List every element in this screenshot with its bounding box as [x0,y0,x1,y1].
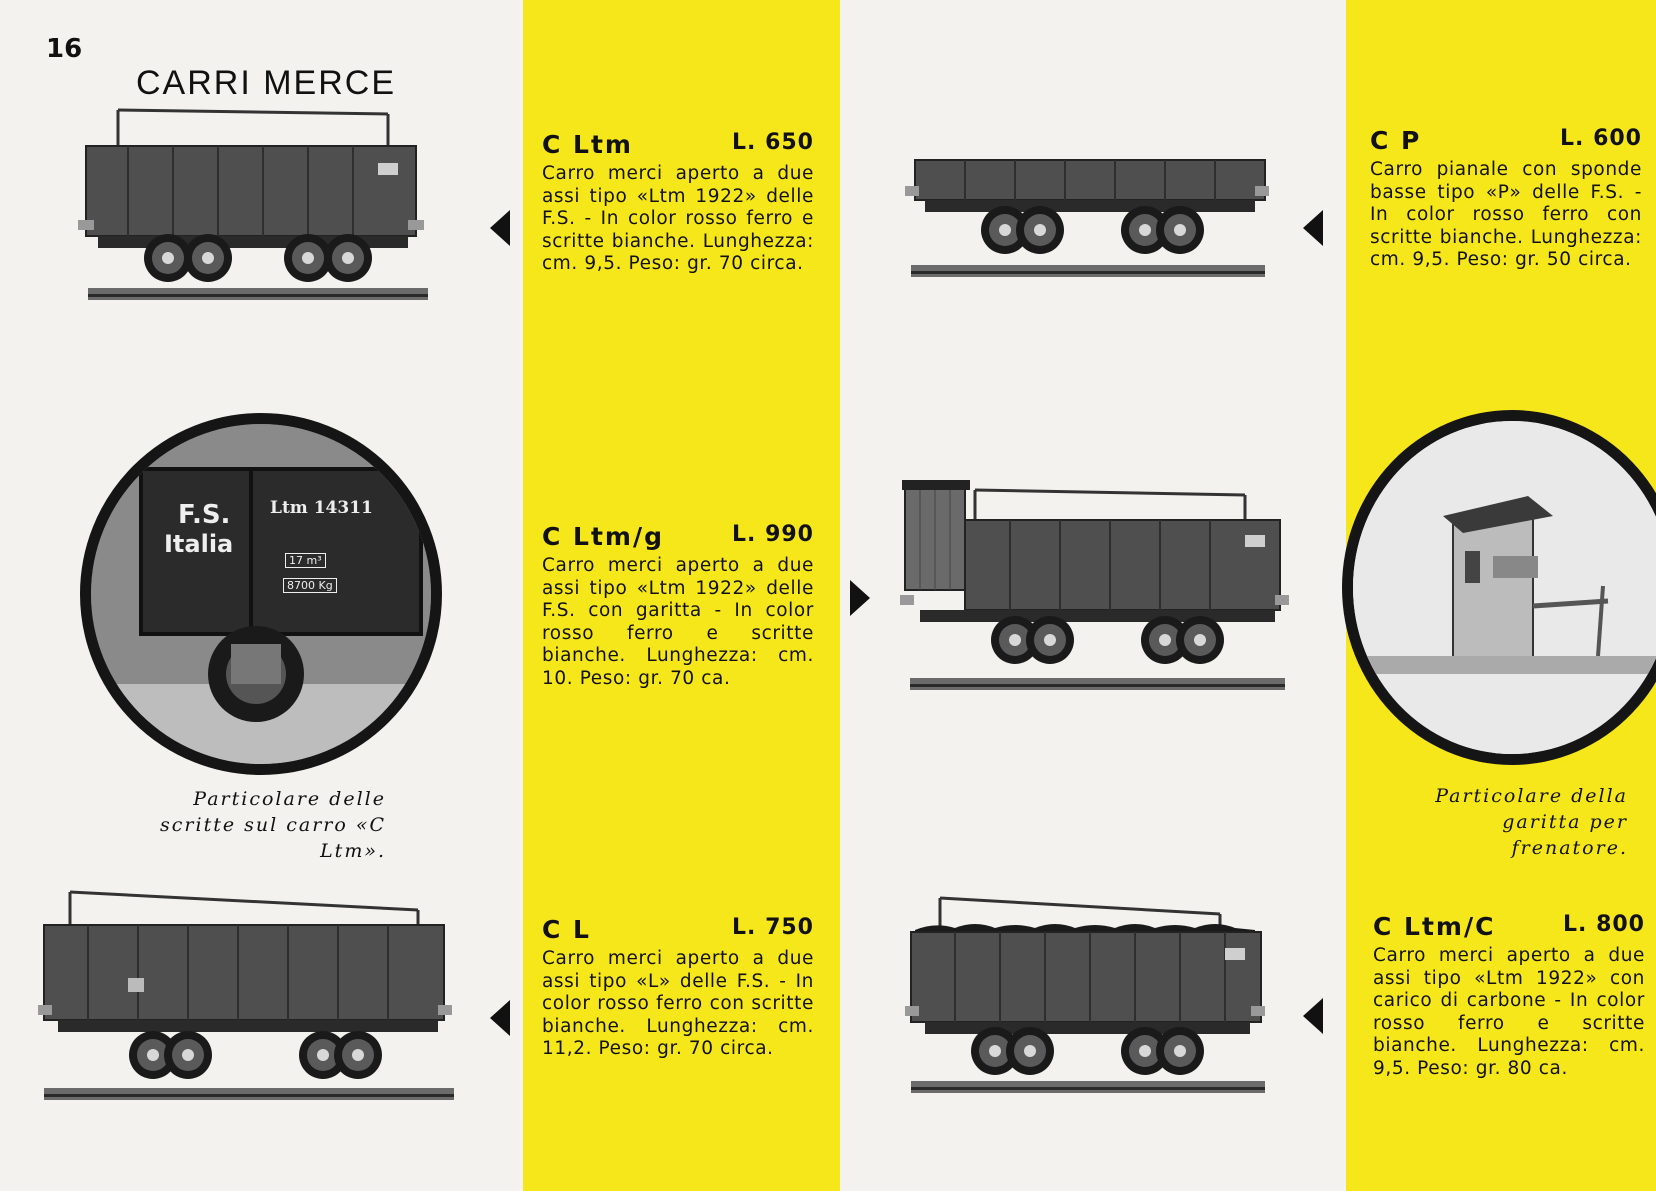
pointer-arrow-c-p [1303,210,1323,246]
pointer-arrow-c-ltm-g [850,580,870,616]
page-number: 16 [46,34,83,64]
wagon-photo-c-ltm [78,108,436,318]
marking-capacity: 17 m³ [285,553,326,568]
product-description: Carro pianale con sponde basse tipo «P» delle F.S. - In color rosso ferro con scritte bianche. Lunghezza: cm. 9,5. Peso: gr. 50 circa. [1370,159,1642,270]
product-description: Carro merci aperto a due assi tipo «Ltm 1922» delle F.S. con garitta - In color rosso ferro e scritte bianche. Lunghezza: cm. 10. Peso: gr. 70 ca. [542,555,814,689]
product-header [542,522,814,551]
product-c-p [1370,126,1642,272]
product-header [542,915,814,944]
product-description: Carro merci aperto a due assi tipo «Ltm 1922» delle F.S. - In color rosso ferro e scritte bianche. Lunghezza: cm. 9,5. Peso: gr. 70 circa. [542,163,814,274]
wagon-photo-c-p [905,150,1275,290]
marking-tare: 8700 Kg [283,578,337,593]
product-price: L. 990 [732,522,814,547]
detail-circle-markings [80,413,442,775]
product-price: L. 600 [1560,126,1642,151]
marking-country: Italia [164,530,234,558]
pointer-arrow-c-ltm [490,210,510,246]
pointer-arrow-c-ltm-c [1303,998,1323,1034]
brake-cabin-detail-photo [1353,421,1656,756]
product-c-l [542,915,814,1061]
product-c-ltm-g [542,522,814,690]
product-description: Carro merci aperto a due assi tipo «L» delle F.S. - In color rosso ferro con scritte bianche. Lunghezza: cm. 11,2. Peso: gr. 70 circa. [542,948,814,1059]
product-code: C Ltm [542,130,633,159]
marking-owner: F.S. [178,500,231,530]
product-header [1370,126,1642,155]
page-title: CARRI MERCE [136,64,397,102]
product-code: C L [542,915,591,944]
product-price: L. 650 [732,130,814,155]
wagon-photo-c-l [38,890,463,1115]
product-code: C P [1370,126,1422,155]
markings-detail-photo [91,424,431,764]
product-c-ltm [542,130,814,276]
product-code: C Ltm/C [1373,912,1496,941]
caption-markings: Particolare delle scritte sul carro «C Ltm». [160,788,386,862]
wagon-photo-c-ltm-g [900,480,1295,710]
product-header [542,130,814,159]
pointer-arrow-c-l [490,1000,510,1036]
product-c-ltm-c [1373,912,1645,1080]
product-description: Carro merci aperto a due assi tipo «Ltm 1922» con carico di carbone - In color rosso ferro e scritte bianche. Lunghezza: cm. 9,5. Peso: gr. 80 ca. [1373,945,1645,1079]
product-header [1373,912,1645,941]
product-price: L. 750 [732,915,814,940]
product-price: L. 800 [1563,912,1645,937]
caption-cabin: Particolare della garitta per frenatore. [1435,785,1628,859]
wagon-photo-c-ltm-c [905,896,1275,1111]
marking-wagon-number: Ltm 14311 [270,498,373,518]
product-code: C Ltm/g [542,522,665,551]
